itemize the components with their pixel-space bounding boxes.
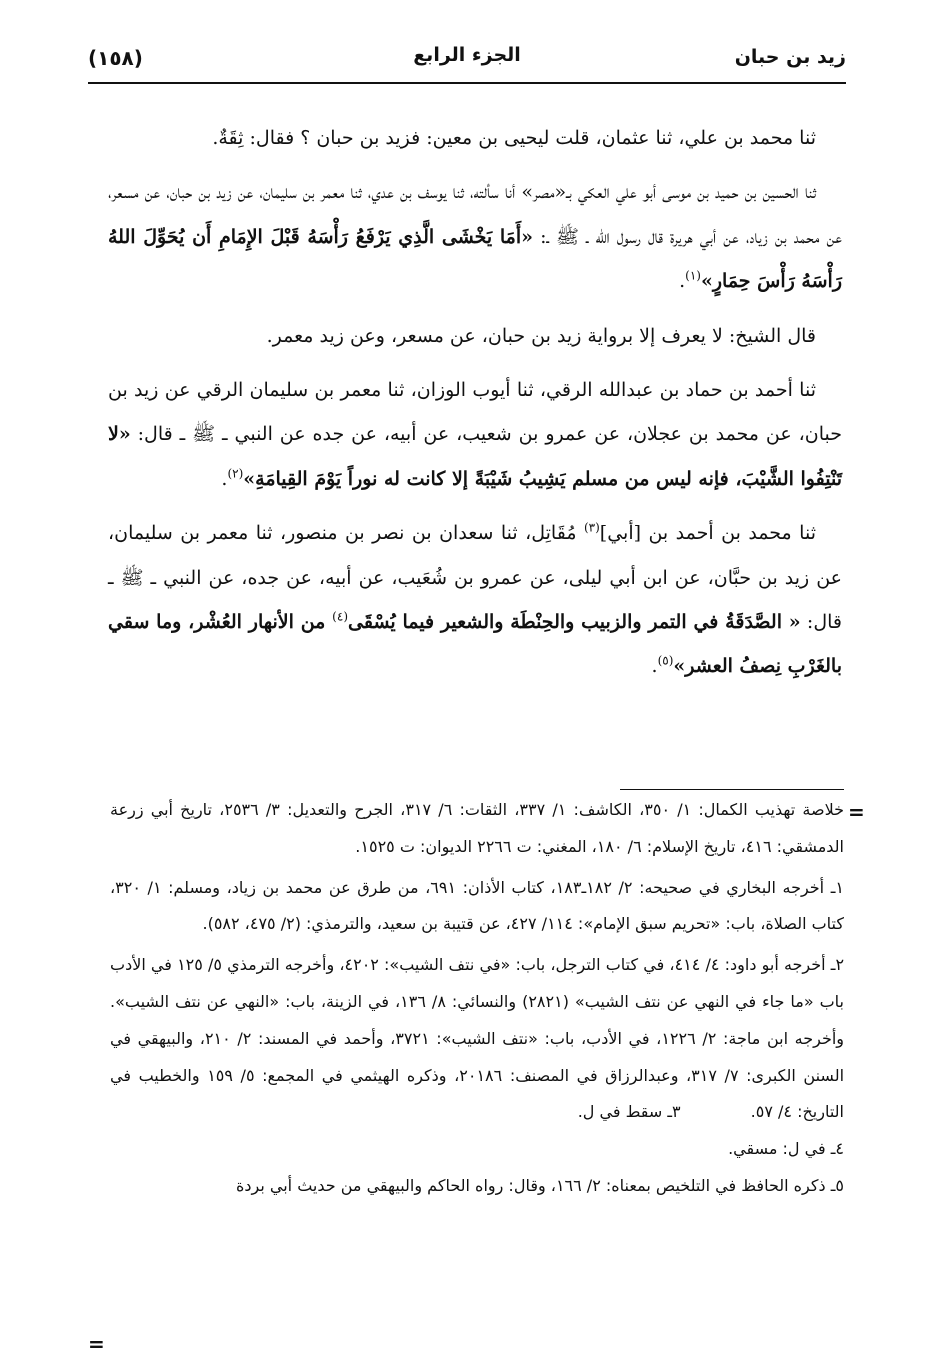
footnote-ref-4: (٤) [332,609,348,624]
paragraph-4 [108,368,842,501]
footnote-5-text: ٥ـ ذكره الحافظ في التلخيص بمعناه: ٢/ ١٦٦، وقال: رواه الحاكم والبيهقي من حديث أبي بردة [236,1175,844,1195]
footnote-ref-5: (٥) [657,654,674,669]
page-number: (١٥٨) [88,46,143,70]
page-header [88,40,846,84]
paragraph-5-hadith: « الصَّدَقَةُ في التمر والزبيب والحِنْطَة والشعير فيما يُسْقَى [348,611,801,634]
paragraph-4-end: . [221,467,228,490]
paragraph-5-isnad: مُقَاتِل، ثنا سعدان بن نصر بن منصور، ثنا معمر بن سليمان، عن زيد بن حبَّان، عن ابن أبي ليلى، عن عمرو بن شُعَيب، عن أبيه، عن جده، عن النبي ـ ﷺ ـ قال: [108,522,842,634]
footnote-2-text: ٢ـ أخرجه أبو داود: ٤/ ٤١٤، في كتاب الترجل، باب: «في نتف الشيب»: ٤٢٠٢، وأخرجه الترمذي ٥/ ١٢٥ في الأدب باب «ما جاء في النهي عن نتف الشيب» (٢٨٢١) والنسائي: ٨/ ١٣٦، في الزينة، باب: «النهي عن نتف الشيب». وأخرجه ابن ماجة: ٢/ ١٢٢٦، في الأدب، باب: «نتف الشيب»: ٣٧٢١، وأحمد في المسند: ٢/ ٢١٠، والبيهقي في السنن الكبرى: ٧/ ٣١٧، وعبدالرزاق في المصنف: ٢٠١٨٦، وذكره الهيثمي في المجمع: ٥/ ١٥٩ والخطيب في التاريخ: ٤/ ٥٧. [110,955,845,1122]
running-title: زيد بن حبان [734,46,846,68]
footnote-2-and-3 [110,947,844,1131]
paragraph-2 [108,170,842,303]
footnote-4 [110,1131,844,1168]
footnote-separator [620,789,844,790]
volume-title: الجزء الرابع [413,44,521,66]
paragraph-4-hadith: «لا تَنْتِفُوا الشَّيْبَ، فإنه ليس من مسلم يَشِيبُ شَيْبَةً إلا كانت له نوراً يَوْمَ القِيامَةِ» [108,423,842,490]
main-text [108,116,842,689]
paragraph-2-isnad: ثنا الحسين بن حميد بن موسى أبو علي العكي بـ«مصر» أنا سألته، ثنا يوسف بن عدي، ثنا معمر بن سليمان، عن زيد بن حبان، عن مسعر، عن محمد بن زياد، عن أبي هريرة قال رسول الله ـ ﷺ ـ: [108,181,842,248]
footnotes [110,792,844,1205]
paragraph-1-text: ثنا محمد بن علي، ثنا عثمان، قلت ليحيى بن معين: فزيد بن حبان ؟ فقال: ثِقَةٌ. [212,127,816,149]
footnote-3-text: ٣ـ سقط في ل. [577,1102,681,1122]
header-rule [88,82,846,84]
paragraph-5-hadith-end: من الأنهار العُشْر، وما سقي بالغَرْبِ نِصفُ العشر» [108,611,842,678]
paragraph-5-end: . [651,655,658,678]
footnote-ref-1: (١) [685,268,701,283]
paragraph-1 [108,116,842,160]
continuation-marker: = [848,800,865,824]
paragraph-5 [108,511,842,689]
continuation-marker-bottom: = [88,1332,105,1356]
paragraph-3-text: قال الشيخ: لا يعرف إلا برواية زيد بن حبان، عن مسعر، وعن زيد معمر. [266,324,816,347]
paragraph-2-end: . [679,270,686,293]
paragraph-2-hadith: «أَمَا يَخْشَى الَّذِي يَرْفَعُ رَأْسَهُ قَبْلَ الإِمَامِ أَن يُحَوِّلَ اللهُ رَأْسَهُ رَأْسَ حِمَارٍ» [108,225,842,293]
paragraph-5-isnad-start: ثنا محمد بن أحمد بن [أبي] [599,522,816,545]
footnote-ref-2: (٢) [227,466,244,481]
footnote-continued [110,792,844,866]
paragraph-3 [108,314,842,358]
footnote-1-text: ١ـ أخرجه البخاري في صحيحه: ٢/ ١٨٢ـ١٨٣، كتاب الأذان: ٦٩١، من طرق عن محمد بن زياد، ومسلم: ١/ ٣٢٠، كتاب الصلاة، باب: «تحريم سبق الإمام»: ١١٤/ ٤٢٧، عن قتيبة بن سعيد، والترمذي: (٢/ ٤٧٥، ٥٨٢). [110,877,845,934]
footnote-4-text: ٤ـ في ل: مسقي. [728,1139,844,1159]
footnote-5 [110,1168,844,1205]
paragraph-4-isnad: ثنا أحمد بن حماد بن عبدالله الرقي، ثنا أيوب الوزان، ثنا معمر بن سليمان الرقي عن زيد بن حبان، عن محمد بن عجلان، عن عمرو بن شعيب، عن أبيه، عن جده عن النبي ـ ﷺ ـ قال: [108,379,842,446]
footnote-ref-3: (٣) [583,520,600,535]
footnote-continued-text: خلاصة تهذيب الكمال: ١/ ٣٥٠، الكاشف: ١/ ٣٣٧، الثقات: ٦/ ٣١٧، الجرح والتعديل: ٣/ ٢٥٣٦، تاريخ أبي زرعة الدمشقي: ٤١٦، تاريخ الإسلام: ٦/ ١٨٠، المغني: ت ٢٢٦٦ الديوان: ت ١٥٢٥. [110,800,845,856]
footnote-1 [110,870,844,944]
